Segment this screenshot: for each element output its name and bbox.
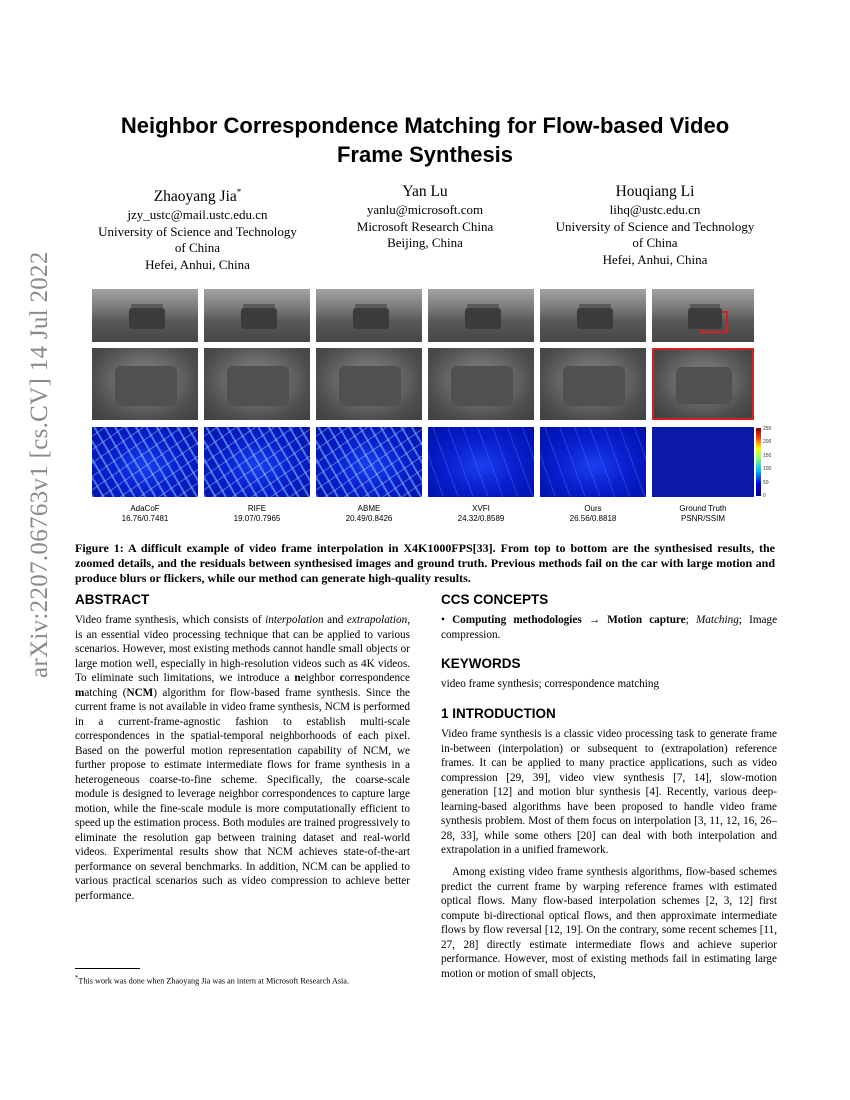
colorbar-tick: 0	[763, 493, 766, 499]
zoom-image-abme	[316, 348, 422, 420]
zoom-image-adacof	[92, 348, 198, 420]
abstract-heading: ABSTRACT	[75, 592, 150, 607]
synth-image-xvfi	[428, 289, 534, 342]
method-label: ABME 20.49/0.8426	[345, 504, 393, 523]
method-label: Ground Truth PSNR/SSIM	[679, 504, 727, 523]
method-label: Ours 26.56/0.8818	[569, 504, 617, 523]
author-email: lihq@ustc.edu.cn	[609, 202, 701, 217]
keywords-text: video frame synthesis; correspondence matching	[441, 678, 660, 690]
title-line-2: Frame Synthesis	[336, 142, 514, 167]
residual-map-ground-truth	[652, 427, 754, 497]
colorbar-tick: 100	[763, 466, 772, 472]
author-name: Yan Lu	[402, 183, 448, 200]
author-block-3	[540, 182, 770, 268]
residual-map-abme	[316, 427, 422, 497]
synth-image-rife	[204, 289, 310, 342]
colorbar-tick: 150	[763, 453, 772, 459]
synth-image-ground-truth	[652, 289, 754, 342]
author-affiliation: University of Science and Technology	[555, 218, 755, 234]
ccs-heading: CCS CONCEPTS	[441, 592, 549, 607]
synth-image-abme	[316, 289, 422, 342]
arxiv-stamp	[0, 0, 60, 1100]
figure-caption: Figure 1: A difficult example of video frame interpolation in X4K1000FPS[33]. From top to bottom are the synthesised results, the zoomed details, and the residuals between synthesised images and ground truth. Previous methods fail on the car with large motion and produce blurs or flickers, while our method can generate high-quality results.	[75, 541, 775, 585]
author-affiliation: of China	[632, 235, 678, 250]
author-affiliation: Microsoft Research China	[356, 218, 494, 234]
author-affiliation: of China	[174, 240, 221, 256]
figure-1	[75, 283, 775, 528]
residual-colorbar	[756, 428, 761, 496]
author-name: Houqiang Li	[615, 183, 695, 200]
intro-paragraph-1: Video frame synthesis is a classic video processing task to generate frame in-between (interpolation) or subsequent to (extrapolation) reference frames. It can be applied to many practice applications, such as video compression [29, 39], video view synthesis [7, 14], slow-motion generation [12] and motion blur synthesis [4]. Recently, various deep-learning-based algorithms have been proposed to handle video frame synthesis problem. Most of them focus on interpolation [3, 11, 12, 16, 26–28, 33], while some others [20] can deal with both interpolation and extrapolation in a unified framework.	[441, 728, 777, 856]
residual-map-xvfi	[428, 427, 534, 497]
method-label: AdaCoF 16.76/0.7481	[121, 504, 169, 523]
zoom-image-xvfi	[428, 348, 534, 420]
author-footnote-mark: *	[236, 187, 242, 197]
arxiv-stamp-text: arXiv:2207.06763v1 [cs.CV] 14 Jul 2022	[26, 251, 53, 678]
author-location: Hefei, Anhui, China	[602, 251, 708, 267]
footnote-rule	[75, 968, 140, 969]
colorbar-tick: 250	[763, 426, 772, 432]
author-affiliation: University of Science and Technology	[98, 223, 297, 239]
author-email: yanlu@microsoft.com	[366, 202, 484, 217]
residual-map-adacof	[92, 427, 198, 497]
synth-image-adacof	[92, 289, 198, 342]
author-location: Hefei, Anhui, China	[145, 256, 250, 272]
paper-title	[75, 111, 775, 169]
zoom-image-rife	[204, 348, 310, 420]
author-affiliation: Beijing, China	[387, 235, 463, 250]
method-label: XVFI 24.32/0.8589	[457, 504, 505, 523]
zoom-image-ground-truth	[652, 348, 754, 420]
author-block-1	[85, 182, 310, 273]
synth-image-ours	[540, 289, 646, 342]
residual-map-rife	[204, 427, 310, 497]
author-name: Zhaoyang Jia*	[153, 187, 242, 206]
title-line-1: Neighbor Correspondence Matching for Flow-based Video	[120, 113, 730, 138]
colorbar-tick: 200	[763, 439, 772, 445]
zoom-region-box	[700, 311, 728, 333]
colorbar-tick: 50	[763, 480, 769, 486]
author-email: jzy_ustc@mail.ustc.edu.cn	[127, 207, 268, 223]
method-label: RIFE 19.07/0.7965	[233, 504, 281, 523]
author-block-2	[340, 182, 510, 252]
residual-map-ours	[540, 427, 646, 497]
footnote: *This work was done when Zhaoyang Jia was an intern at Microsoft Research Asia.	[75, 975, 349, 986]
zoom-image-ours	[540, 348, 646, 420]
abstract-paragraph: Video frame synthesis, which consists of interpolation and extrapolation, is an essential video processing technique that can be applied to various scenarios. However, most existing methods cannot handle small objects or large motion well, especially in high-resolution videos such as 4K videos. To eliminate such limitations, we introduce a neighbor correspondence matching (NCM) algorithm for flow-based frame synthesis. Since the current frame is not available in video frame synthesis, NCM is performed in a current-frame-agnostic fashion to establish multi-scale correspondences in the spatial-temporal neighborhoods of each pixel. Based on the powerful motion representation capability of NCM, we further propose to estimate intermediate flows for frame synthesis in a heterogeneous coarse-to-fine scheme. Specifically, the coarse-scale module is designed to leverage neighbor correspondences to capture large motion, while the fine-scale module is more computationally efficient to speed up the estimation process. Both modules are trained progressively to eliminate the resolution gap between training dataset and real-world videos. Experimental results show that NCM achieves state-of-the-art performance on several benchmarks. In addition, NCM can be applied to various practical scenarios such as video compression to achieve better performance.	[75, 614, 411, 902]
intro-paragraph-2: Among existing video frame synthesis algorithms, flow-based schemes predict the current frame by warping reference frames with estimated optical flows. Many flow-based interpolation schemes [2, 3, 12] first compute bi-directional optical flows, and then approximate intermediate flows by flow reversal [12, 19]. On the contrary, some recent schemes [11, 27, 28] directly estimate intermediate flows and achieve superior performance. However, most of existing methods fail in estimating large motion or motion of small objects,	[441, 866, 777, 980]
ccs-concepts: • Computing methodologies → Motion capture; Matching; Image compression.	[441, 614, 778, 641]
introduction-heading: 1 INTRODUCTION	[441, 706, 556, 721]
keywords-heading: KEYWORDS	[441, 656, 521, 671]
